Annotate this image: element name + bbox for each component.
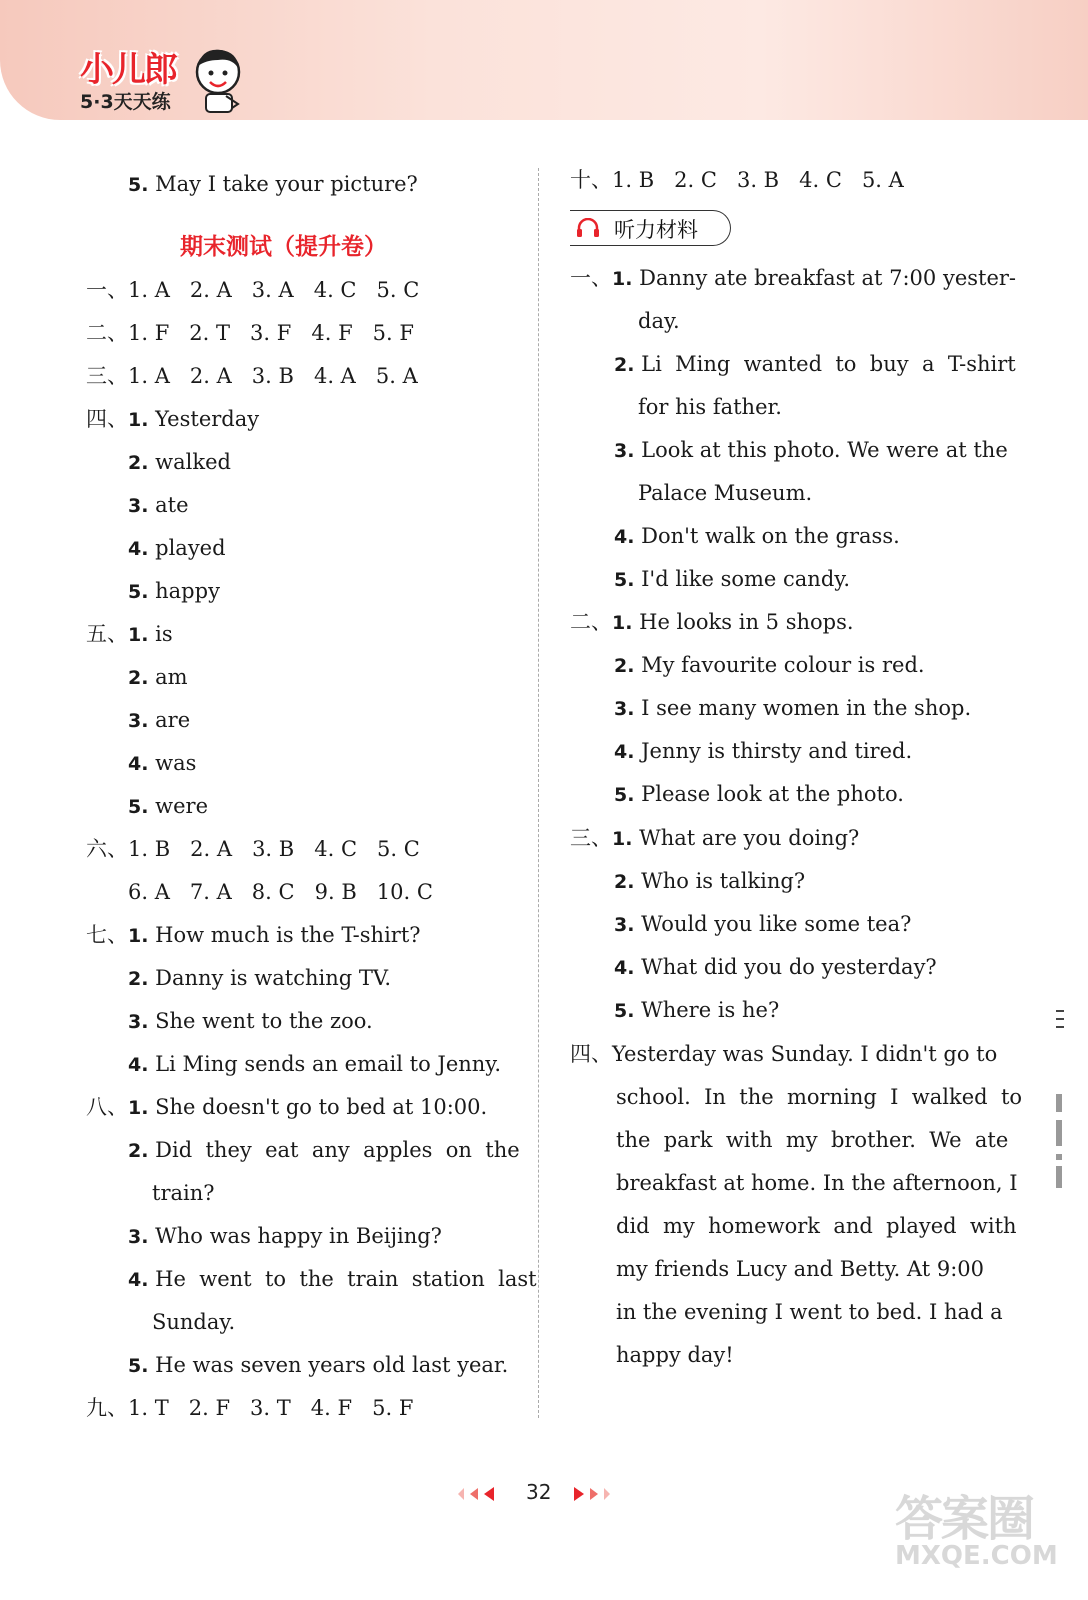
listen-2-5	[614, 781, 904, 808]
item-number: 3.	[128, 1226, 149, 1248]
item-text: are	[155, 708, 191, 732]
section-number: 三、	[86, 364, 128, 388]
item-text: day.	[638, 309, 680, 333]
item-text: What did you do yesterday?	[641, 955, 937, 979]
mascot-icon	[192, 44, 244, 116]
item-number: 4.	[128, 538, 149, 560]
page-number: 32	[526, 1480, 552, 1504]
item-text: happy	[155, 579, 220, 603]
item-text: Danny ate breakfast at 7:00 yester-	[639, 266, 1017, 290]
answer-row-5-2	[128, 664, 188, 691]
listen-4-6: my friends Lucy and Betty. At 9:00	[616, 1257, 984, 1281]
listen-1-1	[570, 265, 1016, 292]
listen-2-1	[570, 609, 854, 636]
item-number: 1.	[128, 925, 149, 947]
item-number: 5.	[128, 1355, 149, 1377]
answer-row-8-2b	[152, 1180, 215, 1206]
item-text: She went to the zoo.	[155, 1009, 373, 1033]
answer-row-4-1	[86, 406, 259, 433]
item-number: 3.	[128, 710, 149, 732]
column-divider	[538, 168, 539, 1418]
item-number: 3.	[128, 1011, 149, 1033]
item-number: 2.	[128, 452, 149, 474]
logo-main-text: 小儿郎	[80, 50, 176, 90]
answer-row-10	[570, 167, 904, 193]
item-text: My favourite colour is red.	[641, 653, 925, 677]
item-number: 3.	[614, 698, 635, 720]
item-number: 3.	[614, 440, 635, 462]
item-number: 2.	[128, 1140, 149, 1162]
answer-text: 1. B 2. C 3. B 4. C 5. A	[612, 168, 904, 192]
listen-1-2	[614, 351, 1016, 378]
listen-1-2b	[638, 394, 782, 420]
section-number: 十、	[570, 168, 612, 192]
item-text: walked	[155, 450, 231, 474]
item-text: Danny is watching TV.	[155, 966, 392, 990]
listen-4-4: breakfast at home. In the afternoon, I	[616, 1171, 1018, 1195]
item-number: 4.	[128, 1054, 149, 1076]
item-text: ate	[155, 493, 189, 517]
answer-row-6-2	[128, 879, 433, 905]
item-number: 1.	[612, 612, 633, 634]
item-text: Look at this photo. We were at the	[641, 438, 1008, 462]
answer-row-5-3	[128, 707, 190, 734]
answer-row-1	[86, 277, 419, 303]
answer-row-6-1	[86, 836, 420, 862]
listening-label-text: 听力材料	[614, 218, 698, 242]
item-text: Sunday.	[152, 1310, 236, 1334]
answer-row-4-3	[128, 492, 189, 519]
listen-2-3	[614, 695, 971, 722]
answer-row-8-3	[128, 1223, 442, 1250]
item-number: 5.	[128, 581, 149, 603]
answer-row-9	[86, 1395, 413, 1421]
item-number: 5.	[128, 174, 149, 196]
item-number: 3.	[128, 495, 149, 517]
item-text: He looks in 5 shops.	[639, 610, 854, 634]
section-number: 二、	[86, 321, 128, 345]
logo	[80, 42, 176, 114]
arrows-left-icon	[456, 1484, 506, 1504]
item-text: played	[155, 536, 226, 560]
item-text: is	[155, 622, 173, 646]
item-number: 1.	[128, 1097, 149, 1119]
listening-label	[570, 210, 731, 246]
section-number: 八、	[86, 1095, 128, 1119]
listen-1-3	[614, 437, 1008, 464]
section-number: 六、	[86, 837, 128, 861]
logo-sub-text: 5·3天天练	[80, 91, 171, 113]
item-text: Li Ming wanted to buy a T-shirt	[641, 352, 1016, 376]
listen-4-5: did my homework and played with	[616, 1214, 1017, 1238]
item-number: 4.	[128, 1269, 149, 1291]
left-first-line	[128, 171, 418, 198]
answer-row-5-5	[128, 793, 208, 820]
item-text: was	[155, 751, 197, 775]
item-text: Yesterday	[155, 407, 260, 431]
item-text: Please look at the photo.	[641, 782, 904, 806]
section-number: 五、	[86, 622, 128, 646]
answer-row-3	[86, 363, 418, 389]
arrows-right-icon	[572, 1484, 622, 1504]
answer-text: 1. A 2. A 3. B 4. A 5. A	[128, 364, 418, 388]
answer-row-8-5	[128, 1352, 508, 1379]
item-text: Where is he?	[641, 998, 780, 1022]
listen-4-1	[570, 1041, 997, 1067]
listen-2-2	[614, 652, 925, 679]
item-number: 2.	[614, 871, 635, 893]
passage-line: Yesterday was Sunday. I didn't go to	[612, 1042, 998, 1066]
answer-row-2	[86, 320, 414, 346]
listen-1-5	[614, 566, 850, 593]
item-text: He was seven years old last year.	[155, 1353, 509, 1377]
answer-row-5-1	[86, 621, 173, 648]
answer-row-4-5	[128, 578, 220, 605]
item-number: 1.	[128, 624, 149, 646]
answer-row-7-1	[86, 922, 421, 949]
section-number: 九、	[86, 1396, 128, 1420]
section-number: 一、	[86, 278, 128, 302]
watermark-line2: MXQE.COM	[895, 1541, 1058, 1571]
section-number: 四、	[86, 407, 128, 431]
item-text: Li Ming sends an email to Jenny.	[155, 1052, 502, 1076]
answer-row-8-2	[128, 1137, 520, 1164]
item-number: 4.	[614, 957, 635, 979]
answer-row-7-3	[128, 1008, 373, 1035]
item-number: 3.	[614, 914, 635, 936]
section-number: 三、	[570, 826, 612, 850]
answer-row-8-4	[128, 1266, 537, 1293]
item-text: Who is talking?	[641, 869, 806, 893]
answer-row-5-4	[128, 750, 196, 777]
listen-3-1	[570, 825, 859, 852]
item-number: 5.	[128, 796, 149, 818]
listen-4-2: school. In the morning I walked to	[616, 1085, 1023, 1109]
answer-row-7-2	[128, 965, 391, 992]
listen-1-4	[614, 523, 900, 550]
item-number: 5.	[614, 784, 635, 806]
item-number: 5.	[614, 569, 635, 591]
item-number: 1.	[128, 409, 149, 431]
answer-row-4-2	[128, 449, 231, 476]
section-number: 七、	[86, 923, 128, 947]
section-number: 四、	[570, 1042, 612, 1066]
section-number: 一、	[570, 266, 612, 290]
listen-4-3: the park with my brother. We ate	[616, 1128, 1009, 1152]
item-text: What are you doing?	[639, 826, 860, 850]
listen-4-7: in the evening I went to bed. I had a	[616, 1300, 1003, 1324]
section-number: 二、	[570, 610, 612, 634]
item-text: I'd like some candy.	[641, 567, 851, 591]
answer-text: 1. A 2. A 3. A 4. C 5. C	[128, 278, 420, 302]
answer-text: 1. B 2. A 3. B 4. C 5. C	[128, 837, 420, 861]
listen-3-3	[614, 911, 911, 938]
item-text: train?	[152, 1181, 215, 1205]
item-text: May I take your picture?	[155, 172, 418, 196]
section-title: 期末测试（提升卷）	[180, 234, 387, 260]
answer-row-4-4	[128, 535, 226, 562]
item-text: She doesn't go to bed at 10:00.	[155, 1095, 488, 1119]
item-number: 5.	[614, 1000, 635, 1022]
item-number: 2.	[614, 655, 635, 677]
item-text: for his father.	[638, 395, 782, 419]
item-number: 1.	[612, 828, 633, 850]
listen-4-8: happy day!	[616, 1343, 734, 1367]
item-text: Palace Museum.	[638, 481, 813, 505]
item-text: am	[155, 665, 188, 689]
answer-text: 6. A 7. A 8. C 9. B 10. C	[128, 880, 433, 904]
listen-1-3b	[638, 480, 812, 506]
watermark	[895, 1480, 1065, 1590]
item-text: How much is the T-shirt?	[155, 923, 421, 947]
listen-3-4	[614, 954, 937, 981]
answer-row-7-4	[128, 1051, 501, 1078]
answer-row-8-4b	[152, 1309, 235, 1335]
headphones-icon	[576, 218, 600, 238]
answer-row-8-1	[86, 1094, 487, 1121]
item-number: 2.	[128, 968, 149, 990]
item-number: 1.	[612, 268, 633, 290]
item-text: Would you like some tea?	[641, 912, 912, 936]
item-text: Don't walk on the grass.	[641, 524, 900, 548]
watermark-line1: 答案圈	[895, 1491, 1034, 1547]
listen-3-5	[614, 997, 779, 1024]
item-number: 4.	[128, 753, 149, 775]
listen-1-1b	[638, 308, 680, 334]
item-number: 2.	[614, 354, 635, 376]
listen-2-4	[614, 738, 912, 765]
item-text: He went to the train station last	[155, 1267, 537, 1291]
answer-text: 1. F 2. T 3. F 4. F 5. F	[128, 321, 414, 345]
item-number: 2.	[128, 667, 149, 689]
edge-marks	[1054, 1010, 1066, 1190]
item-number: 4.	[614, 741, 635, 763]
item-text: were	[155, 794, 209, 818]
listen-3-2	[614, 868, 805, 895]
item-number: 4.	[614, 526, 635, 548]
page-footer	[456, 1478, 626, 1508]
item-text: I see many women in the shop.	[641, 696, 972, 720]
item-text: Jenny is thirsty and tired.	[641, 739, 913, 763]
item-text: Did they eat any apples on the	[155, 1138, 520, 1162]
answer-text: 1. T 2. F 3. T 4. F 5. F	[128, 1396, 414, 1420]
item-text: Who was happy in Beijing?	[155, 1224, 442, 1248]
